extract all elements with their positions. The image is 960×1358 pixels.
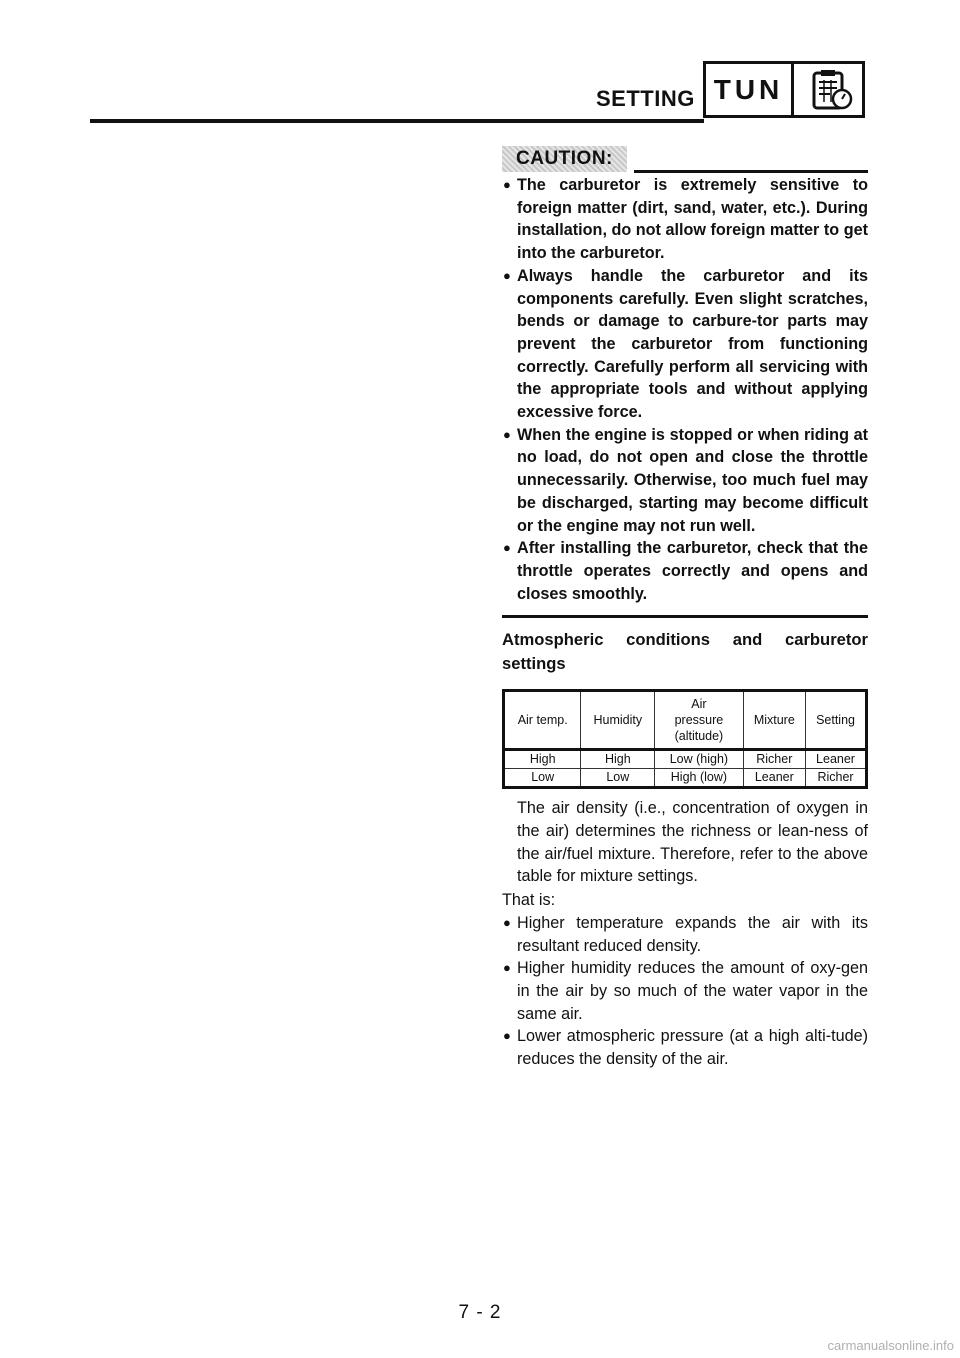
page-number: 7 - 2 (458, 1302, 502, 1323)
caution-list (502, 174, 868, 605)
table-header-cell: Air temp. (504, 691, 581, 750)
bullet-icon: ● (503, 540, 511, 556)
bullet-icon: ● (503, 960, 511, 976)
caution-label: CAUTION: (502, 146, 627, 172)
bullet-icon: ● (503, 267, 511, 283)
bullet-icon: ● (503, 426, 511, 442)
section-code: TUN (706, 64, 794, 115)
table-cell: Low (504, 769, 581, 788)
caution-item: ● Always handle the carburetor and its components carefully. Even slight scratches, bends or damage to carbure-tor parts may prevent the carburetor from functioning correctly. Carefully perform all servicing with the appropriate tools and without applying excessive force. (503, 266, 868, 422)
clipboard-stopwatch-icon (804, 70, 856, 110)
table-cell: Low (581, 769, 655, 788)
list-item: ● Higher humidity reduces the amount of oxy-gen in the air by so much of the water vapor in the same air. (503, 959, 868, 1023)
content-column (502, 174, 868, 1071)
table-cell: Richer (806, 769, 867, 788)
table-cell: High (low) (655, 769, 743, 788)
table-row (504, 750, 867, 769)
table-cell: Low (high) (655, 750, 743, 769)
bullet-icon: ● (503, 914, 511, 930)
header-rule (90, 119, 704, 123)
caution-item: ● When the engine is stopped or when riding at no load, do not open and close the throttle unnecessarily. Otherwise, too much fuel may be discharged, starting may become difficult or the engine may not run well. (503, 425, 868, 535)
bullet-icon: ● (503, 1028, 511, 1044)
caution-end-rule (502, 615, 868, 618)
table-header-cell: Air pressure (altitude) (655, 691, 743, 750)
settings-table (502, 689, 868, 789)
caution-item: ● The carburetor is extremely sensitive to foreign matter (dirt, sand, water, etc.). During installation, do not allow foreign matter to get into the carburetor. (503, 176, 868, 263)
table-cell: High (581, 750, 655, 769)
caution-header (502, 146, 868, 176)
table-cell: Richer (743, 750, 805, 769)
footer-watermark: carmanualsonline.info (827, 1338, 954, 1353)
table-header-cell: Setting (816, 713, 855, 728)
caution-item: ● After installing the carburetor, check that the throttle operates correctly and opens and closes smoothly. (503, 539, 868, 603)
table-cell: Leaner (743, 769, 805, 788)
that-is-text: That is: (502, 891, 556, 910)
list-item: ● Lower atmospheric pressure (at a high alti-tude) reduces the density of the air. (503, 1027, 868, 1069)
page-header-title: SETTING (596, 86, 695, 111)
section-tab (703, 61, 865, 118)
table-header-cell: Mixture (743, 691, 805, 750)
bullet-icon: ● (503, 177, 511, 192)
section-heading: Atmospheric conditions and carburetor settings (502, 630, 868, 674)
table-cell: High (504, 750, 581, 769)
table-header-cell: Humidity (581, 691, 655, 750)
table-cell: Leaner (806, 750, 867, 769)
caution-rule (634, 170, 868, 173)
table-row (504, 769, 867, 788)
explanation-list (502, 912, 868, 1071)
body-paragraph: The air density (i.e., concentration of oxygen in the air) determines the richness or lean-ness of the air/fuel mixture. Therefore, refer to the above table for mixture settings. (517, 799, 868, 886)
list-item: ● Higher temperature expands the air with its resultant reduced density. (503, 913, 868, 955)
table-header-row (504, 691, 867, 750)
